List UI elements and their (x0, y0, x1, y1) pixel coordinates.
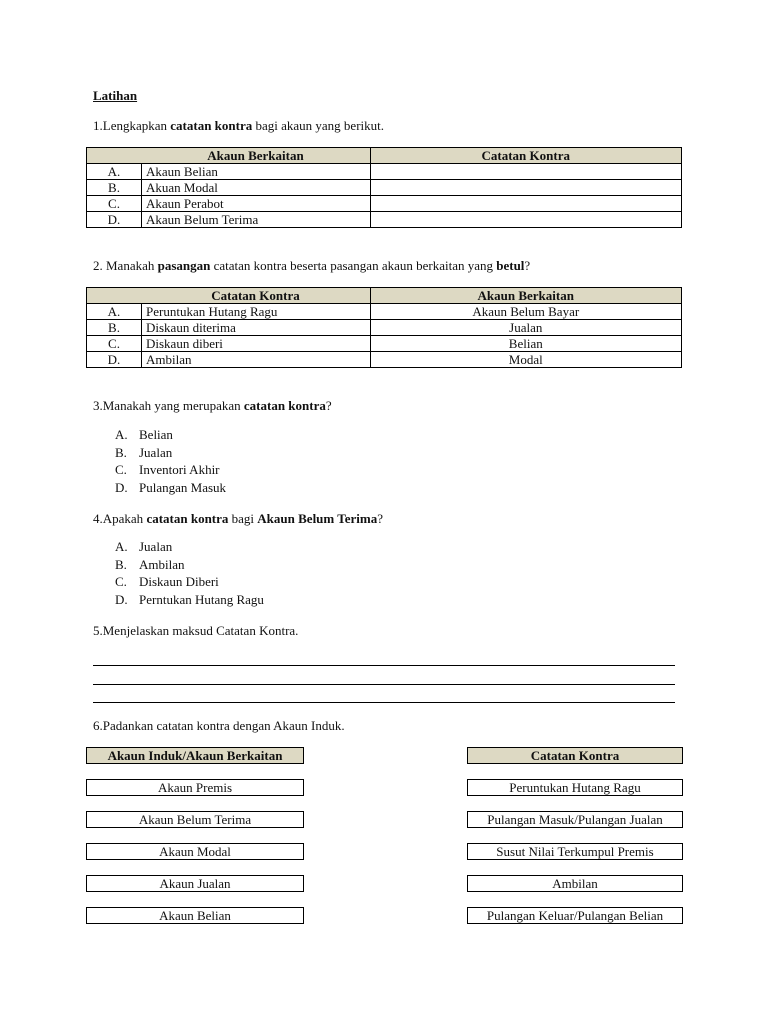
answer-cell[interactable] (370, 180, 682, 196)
worksheet-title: Latihan (93, 88, 138, 103)
option-letter: C. (115, 462, 127, 477)
match-left-box[interactable]: Akaun Modal (86, 843, 304, 860)
match-left-box[interactable]: Akaun Belian (86, 907, 304, 924)
answer-line[interactable] (93, 684, 675, 685)
answer-cell[interactable] (370, 164, 682, 180)
question-3 (93, 398, 332, 414)
option-text: Belian (139, 427, 173, 442)
match-left-box[interactable]: Akaun Belum Terima (86, 811, 304, 828)
row-letter: A. (87, 164, 142, 180)
option-text: Inventori Akhir (139, 462, 220, 477)
option-letter: C. (115, 574, 127, 589)
row-letter: C. (87, 196, 142, 212)
question-1-text-bold: catatan kontra (170, 118, 253, 133)
table-cell: Akuan Modal (142, 180, 371, 196)
table-cell: Ambilan (142, 352, 371, 368)
table-cell: Akaun Belum Bayar (370, 304, 682, 320)
question-4-text-post: ? (377, 511, 383, 526)
match-left-box[interactable]: Akaun Jualan (86, 875, 304, 892)
question-2-text-bold-1: pasangan (157, 258, 211, 273)
option-item[interactable] (115, 573, 264, 591)
table-header: Akaun Berkaitan (142, 148, 371, 164)
option-item[interactable] (115, 538, 264, 556)
option-text: Ambilan (139, 556, 185, 572)
question-2-text-mid: catatan kontra beserta pasangan akaun berkaitan yang (210, 258, 497, 273)
table-cell: Jualan (370, 320, 682, 336)
option-item[interactable] (115, 426, 226, 444)
table-header: Catatan Kontra (370, 148, 682, 164)
table-cell: Belian (370, 336, 682, 352)
answer-cell[interactable] (370, 196, 682, 212)
table-row (87, 304, 682, 320)
table-row (87, 352, 682, 368)
question-2-text-pre: 2. Manakah (93, 258, 158, 273)
table-header-row (87, 288, 682, 304)
option-item[interactable] (115, 591, 264, 609)
question-2 (93, 258, 530, 274)
option-item[interactable] (115, 556, 264, 574)
table-cell: Diskaun diterima (142, 320, 371, 336)
table-cell: Akaun Belum Terima (142, 212, 371, 228)
table-cell: Akaun Belian (142, 164, 371, 180)
table-cell: Akaun Perabot (142, 196, 371, 212)
table-row (87, 212, 682, 228)
question-4-text-mid: bagi (228, 511, 258, 526)
option-letter: B. (115, 444, 127, 460)
table-header-blank (87, 288, 142, 304)
question-4-options (115, 538, 264, 608)
question-3-text-post: ? (325, 398, 332, 413)
match-right-box[interactable]: Susut Nilai Terkumpul Premis (467, 843, 683, 860)
option-item[interactable] (115, 461, 226, 479)
match-right-box[interactable]: Pulangan Masuk/Pulangan Jualan (467, 811, 683, 828)
table-row (87, 180, 682, 196)
question-4-text-bold-1: catatan kontra (146, 511, 229, 526)
right-column-header: Catatan Kontra (467, 747, 683, 764)
option-text: Jualan (139, 444, 173, 460)
answer-cell[interactable] (370, 212, 682, 228)
option-letter: D. (115, 479, 128, 495)
option-letter: B. (115, 556, 127, 572)
question-3-text-pre: 3.Manakah yang merupakan (93, 398, 244, 413)
question-1-text-pre: 1.Lengkapkan (93, 118, 171, 133)
row-letter: D. (87, 212, 142, 228)
option-letter: D. (115, 591, 128, 607)
table-cell: Diskaun diberi (142, 336, 371, 352)
table-header-blank (87, 148, 142, 164)
question-1 (93, 118, 384, 134)
table-row (87, 196, 682, 212)
question-2-text-bold-2: betul (496, 258, 525, 273)
option-text: Jualan (139, 539, 173, 554)
row-letter: B. (87, 180, 142, 196)
question-3-text-bold: catatan kontra (243, 398, 326, 413)
option-letter: A. (115, 427, 128, 442)
row-letter: C. (87, 336, 142, 352)
question-6: 6.Padankan catatan kontra dengan Akaun Induk. (93, 718, 345, 733)
row-letter: D. (87, 352, 142, 368)
question-1-text-post: bagi akaun yang berikut. (252, 118, 384, 133)
table-row (87, 164, 682, 180)
row-letter: A. (87, 304, 142, 320)
left-column-header: Akaun Induk/Akaun Berkaitan (86, 747, 304, 764)
question-4 (93, 511, 383, 527)
question-2-text-post: ? (524, 258, 531, 273)
match-right-box[interactable]: Pulangan Keluar/Pulangan Belian (467, 907, 683, 924)
answer-line[interactable] (93, 665, 675, 666)
question-1-table (86, 147, 682, 228)
question-4-text-pre: 4.Apakah (93, 511, 147, 526)
row-letter: B. (87, 320, 142, 336)
match-right-box[interactable]: Peruntukan Hutang Ragu (467, 779, 683, 796)
table-header: Akaun Berkaitan (370, 288, 682, 304)
question-3-options (115, 426, 226, 496)
question-4-text-bold-2: Akaun Belum Terima (257, 511, 378, 526)
option-item[interactable] (115, 444, 226, 462)
table-header-row (87, 148, 682, 164)
answer-line[interactable] (93, 702, 675, 703)
option-text: Perntukan Hutang Ragu (139, 591, 264, 607)
option-text: Diskaun Diberi (139, 574, 219, 589)
table-header: Catatan Kontra (142, 288, 371, 304)
table-cell: Peruntukan Hutang Ragu (142, 304, 371, 320)
table-row (87, 336, 682, 352)
question-2-table (86, 287, 682, 368)
table-row (87, 320, 682, 336)
match-left-box[interactable]: Akaun Premis (86, 779, 304, 796)
option-letter: A. (115, 539, 128, 554)
question-5: 5.Menjelaskan maksud Catatan Kontra. (93, 623, 299, 638)
table-cell: Modal (370, 352, 682, 368)
option-text: Pulangan Masuk (139, 479, 227, 495)
match-right-box[interactable]: Ambilan (467, 875, 683, 892)
option-item[interactable] (115, 479, 226, 497)
